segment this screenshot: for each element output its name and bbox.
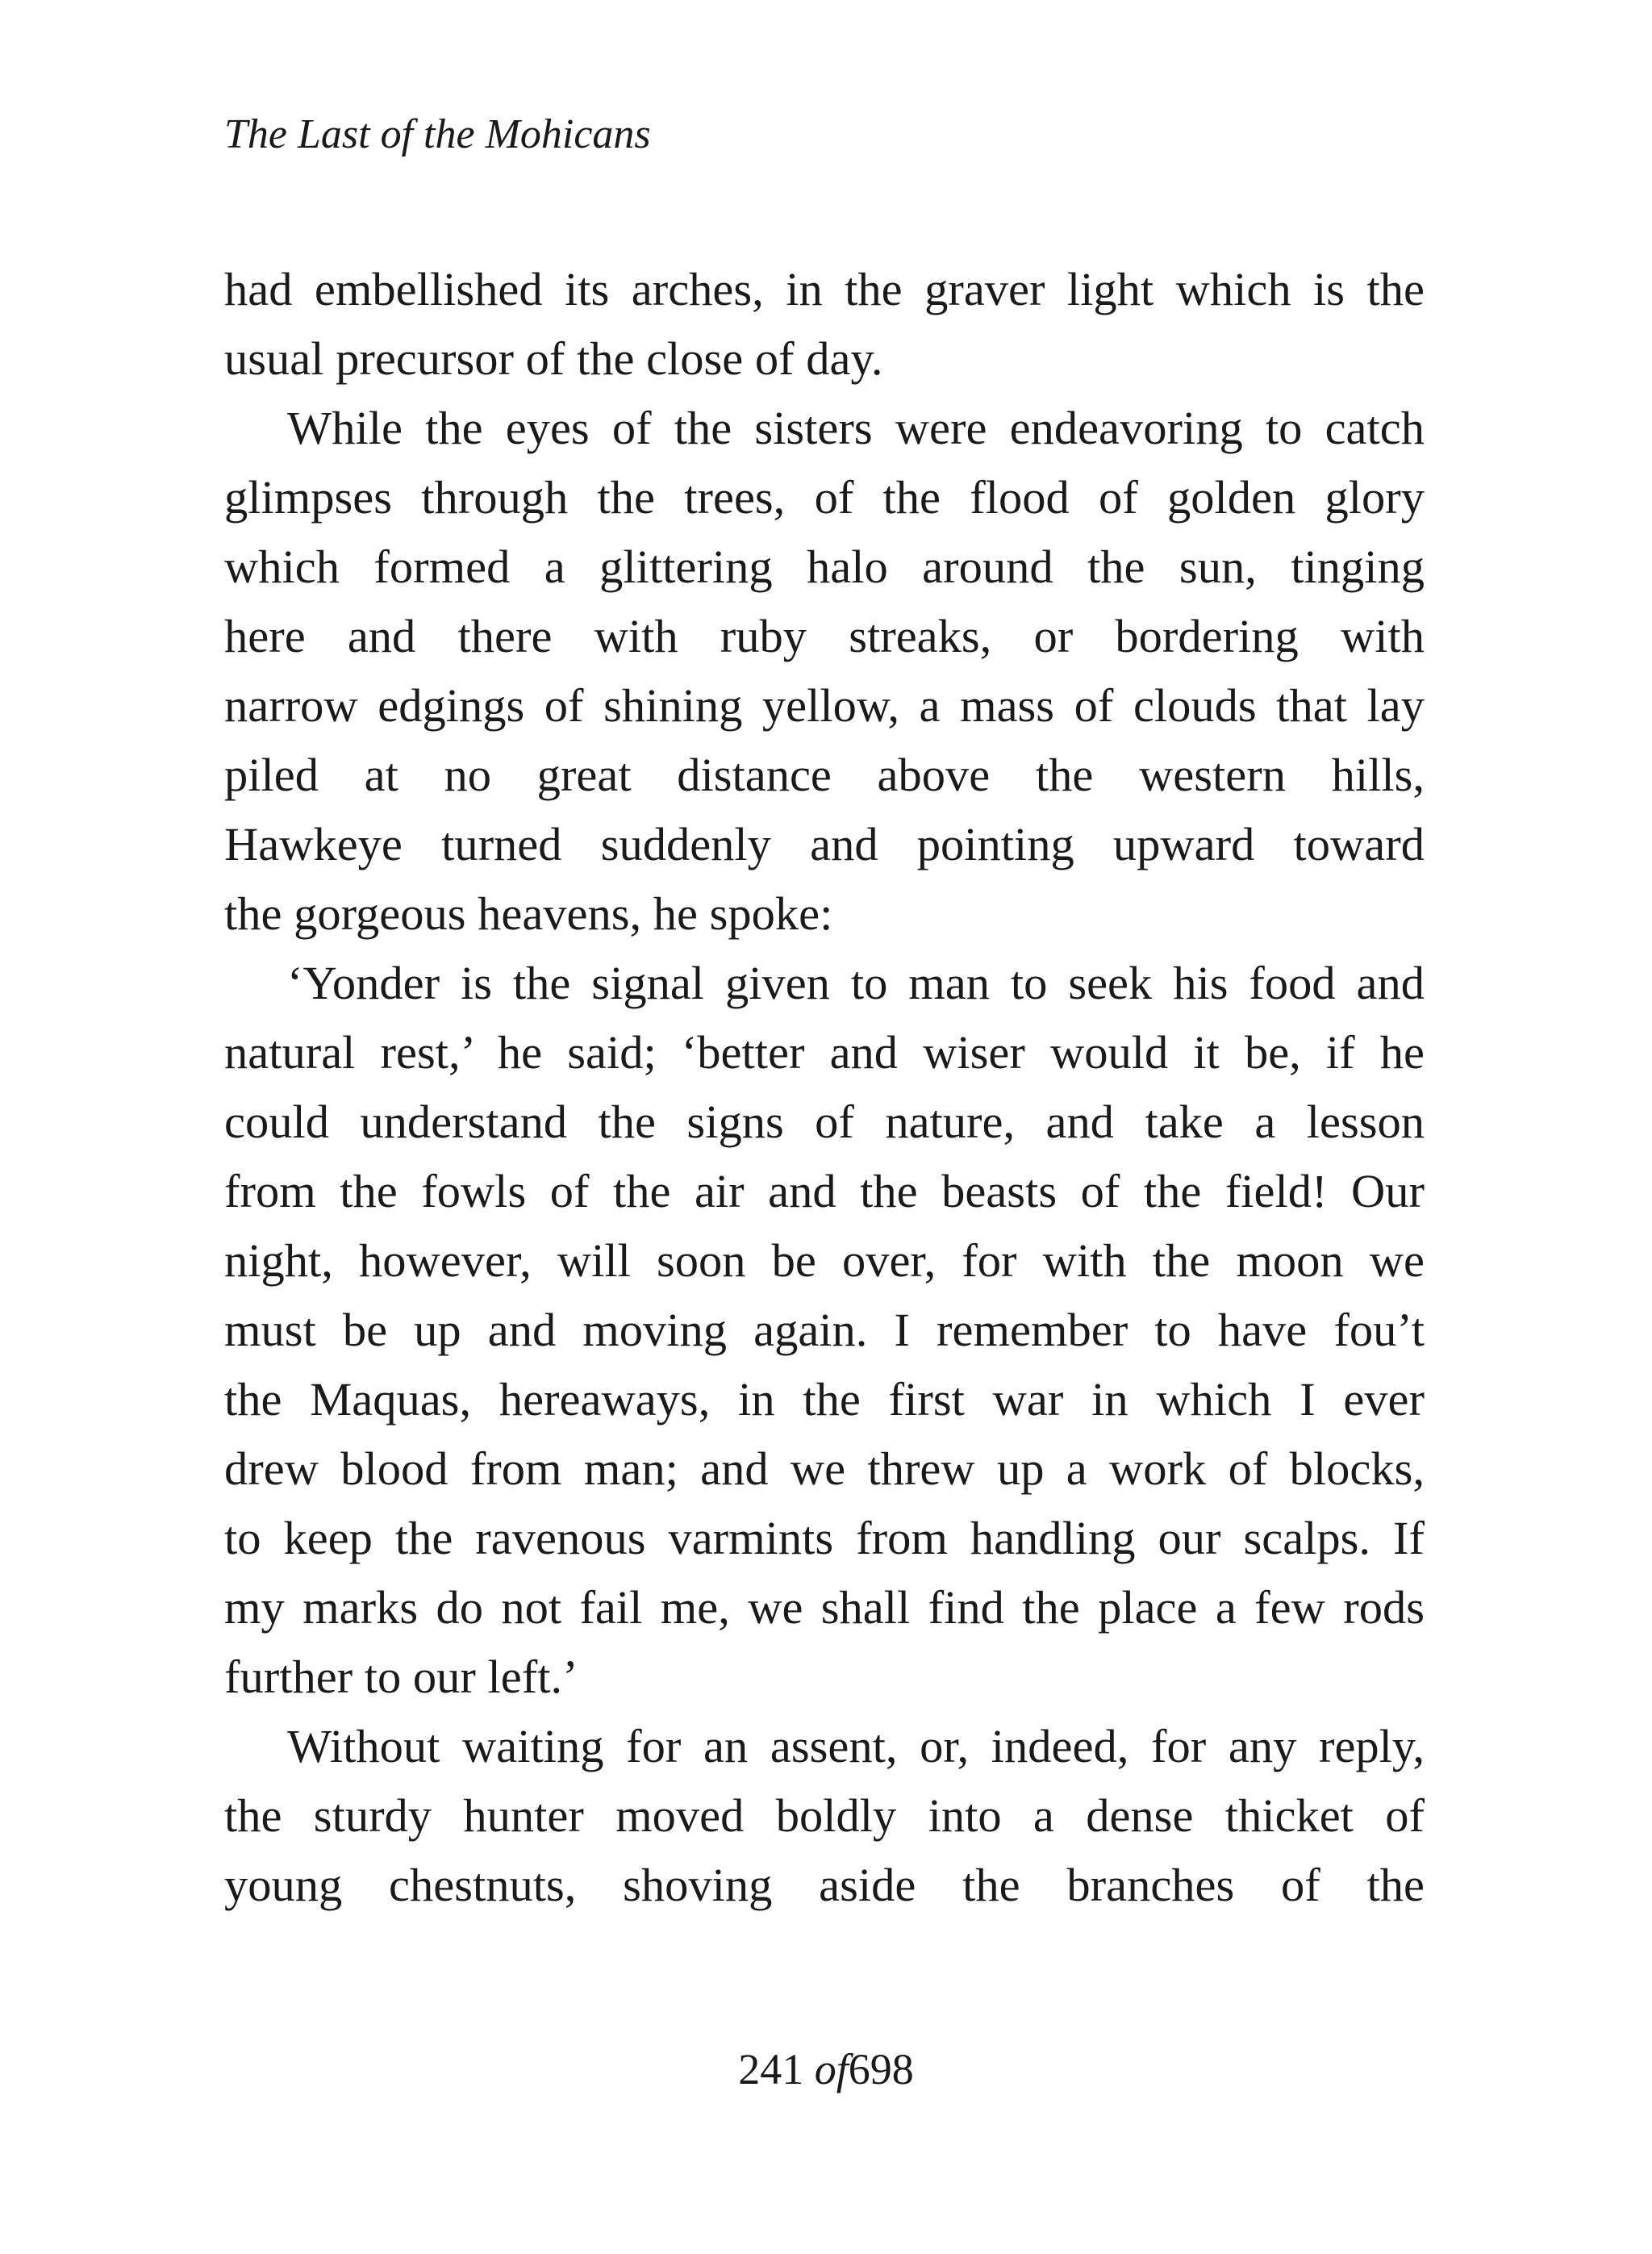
text-line: Hawkeye turned suddenly and pointing upward toward	[224, 818, 1425, 870]
text-line: night, however, will soon be over, for with the moon we	[224, 1234, 1425, 1287]
body-text	[224, 255, 1425, 1920]
text-line: to keep the ravenous varmints from handling our scalps. If	[224, 1512, 1425, 1564]
text-line: must be up and moving again. I remember to have fou’t	[224, 1304, 1425, 1356]
text-line: which formed a glittering halo around the sun, tinging	[224, 541, 1425, 593]
page-number	[0, 2041, 1652, 2097]
text-line: the Maquas, hereaways, in the first war in which I ever	[224, 1373, 1425, 1425]
current-page: 241	[738, 2045, 804, 2093]
text-line: Without waiting for an assent, or, indeed, for any reply,	[287, 1720, 1425, 1772]
text-line: usual precursor of the close of day.	[224, 332, 883, 385]
text-line: young chestnuts, shoving aside the branches of the	[224, 1859, 1425, 1911]
text-line: could understand the signs of nature, and take a lesson	[224, 1096, 1425, 1148]
text-line: drew blood from man; and we threw up a work of blocks,	[224, 1442, 1425, 1495]
running-head: The Last of the Mohicans	[224, 111, 651, 157]
text-line: here and there with ruby streaks, or bordering with	[224, 610, 1425, 662]
text-line: the sturdy hunter moved boldly into a dense thicket of	[224, 1789, 1425, 1842]
text-line: While the eyes of the sisters were endeavoring to catch	[287, 402, 1425, 454]
text-line: from the fowls of the air and the beasts of the field! Our	[224, 1165, 1425, 1217]
text-line: natural rest,’ he said; ‘better and wiser would it be, if he	[224, 1026, 1425, 1079]
text-line: piled at no great distance above the western hills,	[224, 749, 1425, 801]
total-pages: 698	[848, 2045, 914, 2093]
text-line: glimpses through the trees, of the flood of golden glory	[224, 471, 1425, 524]
text-line: ‘Yonder is the signal given to man to seek his food and	[287, 957, 1425, 1009]
page-of-label: of	[814, 2045, 849, 2093]
text-line: further to our left.’	[224, 1651, 578, 1703]
text-line: had embellished its arches, in the graver light which is the	[224, 263, 1425, 315]
text-line: the gorgeous heavens, he spoke:	[224, 887, 833, 940]
text-line: my marks do not fail me, we shall find the place a few rods	[224, 1581, 1425, 1634]
text-line: narrow edgings of shining yellow, a mass of clouds that lay	[224, 679, 1425, 732]
